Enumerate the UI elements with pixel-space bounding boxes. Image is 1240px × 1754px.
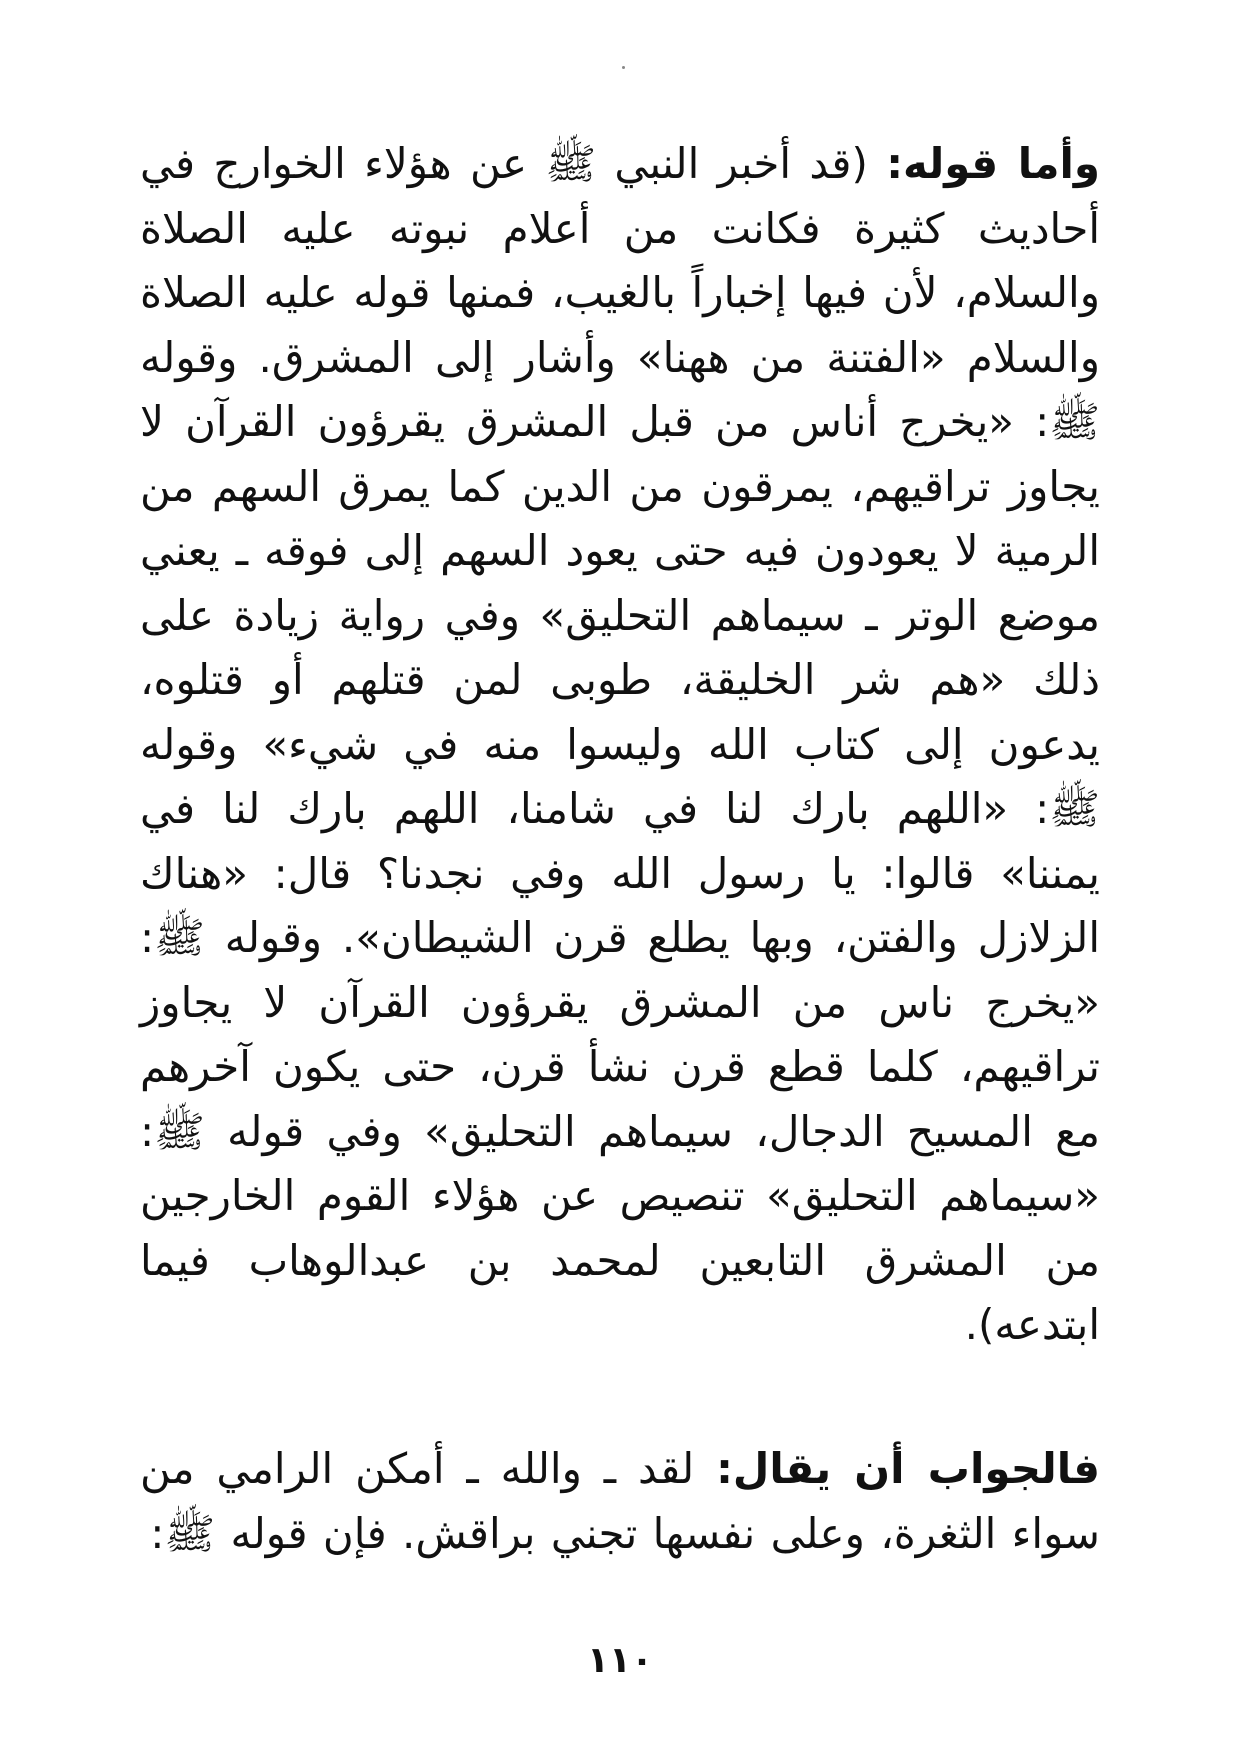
scan-dot-mark [622, 66, 625, 69]
paragraph-body-text: لقد ـ والله ـ أمكن الرامي من سواء الثغرة، وعلى نفسها تجني براقش. فإن قوله ﷺ: [140, 1444, 1100, 1558]
page-number: ١١٠ [587, 1640, 653, 1681]
paragraph-lead-text: فالجواب أن يقال: [716, 1444, 1100, 1493]
paragraph-objection [140, 132, 1100, 1358]
paragraph-body-text: (قد أخبر النبي ﷺ عن هؤلاء الخوارج في أحاديث كثيرة فكانت من أعلام نبوته عليه الصلاة والسلام، لأن فيها إخباراً بالغيب، فمنها قوله عليه الصلاة والسلام «الفتنة من ههنا» وأشار إلى المشرق. وقوله ﷺ: «يخرج أناس من قبل المشرق يقرؤون القرآن لا يجاوز تراقيهم، يمرقون من الدين كما يمرق السهم من الرمية لا يعودون فيه حتى يعود السهم إلى فوقه ـ يعني موضع الوتر ـ سيماهم التحليق» وفي رواية زيادة على ذلك «هم شر الخليقة، طوبى لمن قتلهم أو قتلوه، يدعون إلى كتاب الله وليسوا منه في شيء» وقوله ﷺ: «اللهم بارك لنا في شامنا، اللهم بارك لنا في يمننا» قالوا: يا رسول الله وفي نجدنا؟ قال: «هناك الزلازل والفتن، وبها يطلع قرن الشيطان». وقوله ﷺ: «يخرج ناس من المشرق يقرؤون القرآن لا يجاوز تراقيهم، كلما قطع قرن نشأ قرن، حتى يكون آخرهم مع المسيح الدجال، سيماهم التحليق» وفي قوله ﷺ: «سيماهم التحليق» تنصيص عن هؤلاء القوم الخارجين من المشرق التابعين لمحمد بن عبدالوهاب فيما ابتدعه). [140, 139, 1100, 1349]
paragraph-answer [140, 1437, 1100, 1566]
paragraph-lead-text: وأما قوله: [886, 139, 1100, 188]
